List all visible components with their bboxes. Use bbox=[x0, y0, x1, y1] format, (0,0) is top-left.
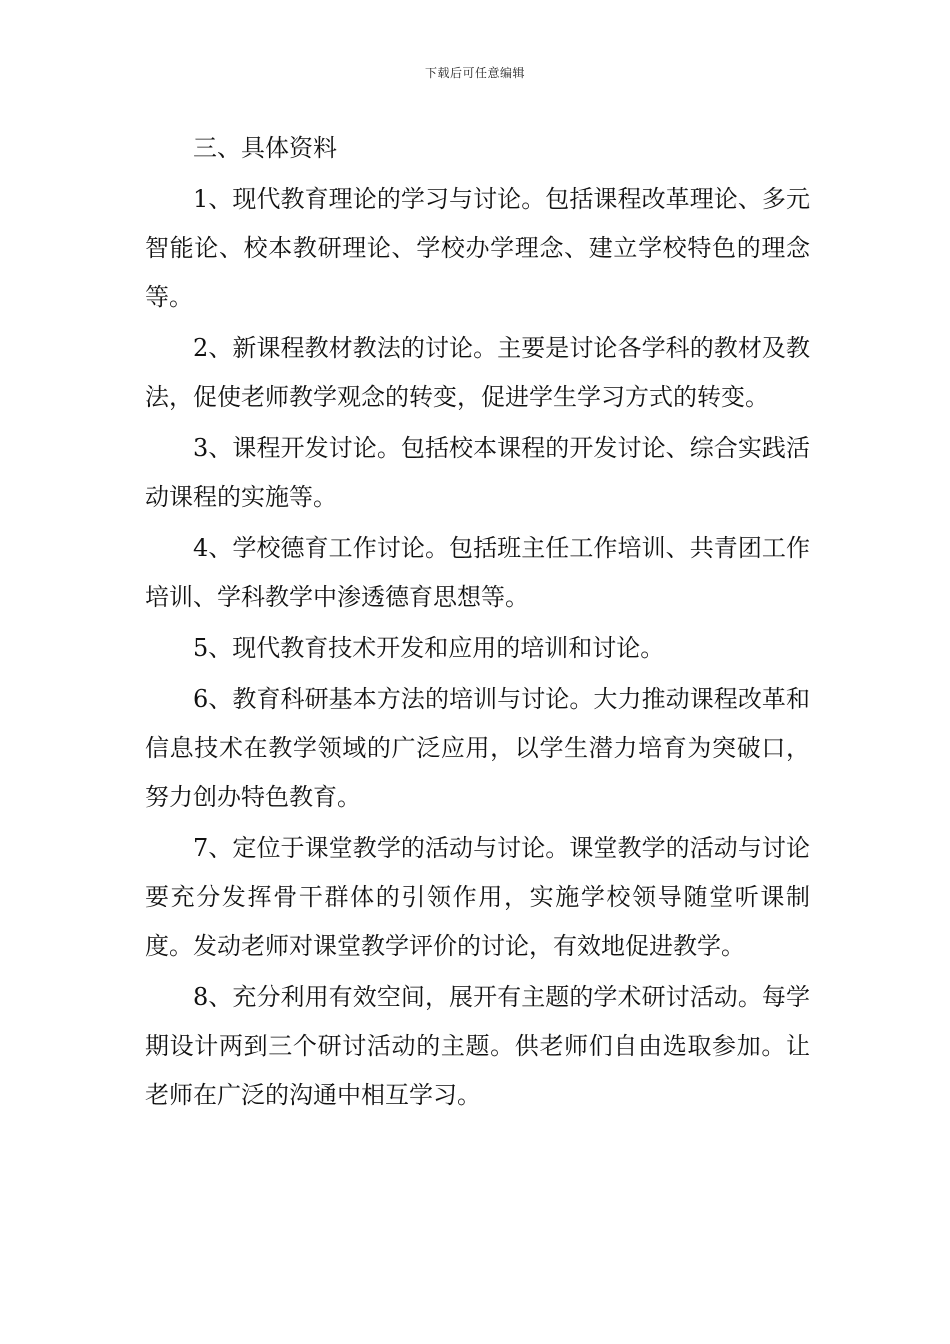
paragraph-6: 6、教育科研基本方法的培训与讨论。大力推动课程改革和信息技术在教学领域的广泛应用，以学生潜力培育为突破口，努力创办特色教育。 bbox=[145, 685, 810, 811]
paragraph-1: 1、现代教育理论的学习与讨论。包括课程改革理论、多元智能论、校本教研理论、学校办学理念、建立学校特色的理念等。 bbox=[145, 185, 810, 311]
document-body bbox=[145, 124, 810, 1122]
paragraph-7: 7、定位于课堂教学的活动与讨论。课堂教学的活动与讨论要充分发挥骨干群体的引领作用，实施学校领导随堂听课制度。发动老师对课堂教学评价的讨论，有效地促进教学。 bbox=[145, 834, 810, 960]
paragraph-3: 3、课程开发讨论。包括校本课程的开发讨论、综合实践活动课程的实施等。 bbox=[145, 434, 810, 511]
section-heading: 三、具体资料 bbox=[193, 134, 337, 162]
paragraph-8: 8、充分利用有效空间，展开有主题的学术研讨活动。每学期设计两到三个研讨活动的主题。供老师们自由选取参加。让老师在广泛的沟通中相互学习。 bbox=[145, 983, 810, 1109]
page-header: 下载后可任意编辑 bbox=[424, 66, 525, 80]
paragraph-5: 5、现代教育技术开发和应用的培训和讨论。 bbox=[193, 634, 665, 662]
paragraph-4: 4、学校德育工作讨论。包括班主任工作培训、共青团工作培训、学科教学中渗透德育思想等。 bbox=[145, 534, 810, 611]
paragraph-2: 2、新课程教材教法的讨论。主要是讨论各学科的教材及教法，促使老师教学观念的转变，促进学生学习方式的转变。 bbox=[145, 334, 810, 411]
